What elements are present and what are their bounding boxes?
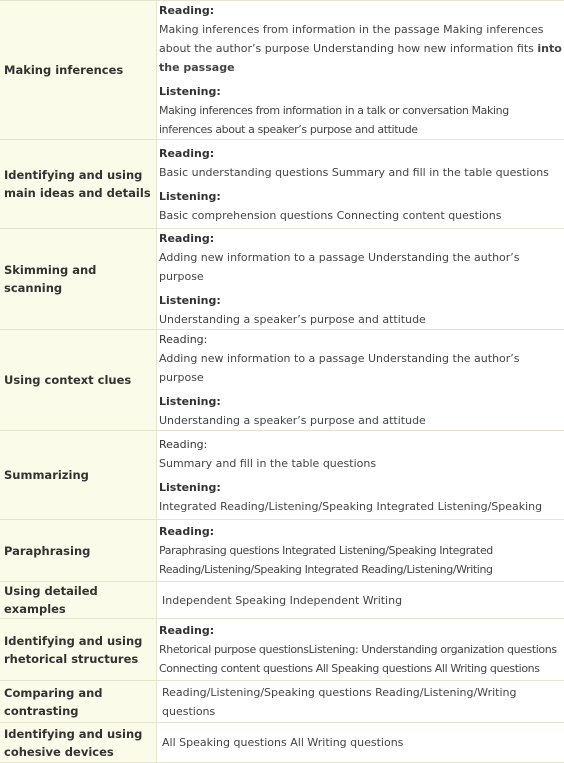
section-text: Understanding a speaker’s purpose and attitude xyxy=(159,411,564,430)
section-label-listening: Listening: xyxy=(159,190,221,203)
question-types-text: Independent Speaking Independent Writing xyxy=(162,594,402,607)
table-row xyxy=(0,619,564,681)
section-label-reading: Reading: xyxy=(159,438,207,451)
section-label-reading: Reading: xyxy=(159,525,214,538)
section-label-listening: Listening: xyxy=(159,395,221,408)
skill-cell xyxy=(0,330,157,431)
skill-name: Identifying and using rhetorical structures xyxy=(4,634,142,666)
table-row xyxy=(0,140,564,229)
table-row xyxy=(0,681,564,723)
section-text: Making inferences from information in a talk or conversation Making inferences about a speaker’s purpose and attitude xyxy=(159,101,564,139)
skill-name: Using context clues xyxy=(4,373,131,387)
table-row xyxy=(0,582,564,619)
section-text: Paraphrasing questions Integrated Listening/Speaking Integrated Reading/Listening/Speaking Integrated Reading/Listening/Writing xyxy=(159,541,564,579)
section-label-listening: Listening: xyxy=(159,481,221,494)
section-text: Rhetorical purpose questionsListening: Understanding organization questions Connecting content questions All Speaking questions All Writing questions xyxy=(159,640,564,678)
question-types-cell xyxy=(157,140,564,229)
skill-name: Comparing and contrasting xyxy=(4,686,103,718)
section-label-reading: Reading: xyxy=(159,333,207,346)
section-text: Understanding a speaker’s purpose and attitude xyxy=(159,310,564,329)
table-row xyxy=(0,330,564,431)
skill-name: Skimming and scanning xyxy=(4,263,96,295)
skill-cell xyxy=(0,723,157,763)
section-text: Summary and fill in the table questions xyxy=(159,454,564,473)
skill-name: Summarizing xyxy=(4,468,89,482)
table-row xyxy=(0,229,564,330)
skill-cell xyxy=(0,681,157,723)
section-label-reading: Reading: xyxy=(159,624,214,637)
section-text: Adding new information to a passage Understanding the author’s purpose xyxy=(159,349,564,387)
skill-name: Paraphrasing xyxy=(4,544,90,558)
skill-name: Identifying and using main ideas and details xyxy=(4,168,151,200)
skill-name: Using detailed examples xyxy=(4,584,98,616)
skill-cell xyxy=(0,1,157,140)
question-types-text: All Speaking questions All Writing questions xyxy=(162,736,403,749)
skill-cell xyxy=(0,619,157,681)
table-row xyxy=(0,431,564,520)
skill-cell xyxy=(0,229,157,330)
question-types-cell xyxy=(157,582,564,619)
question-types-cell xyxy=(157,619,564,681)
question-types-cell xyxy=(157,229,564,330)
section-text: Basic understanding questions Summary and fill in the table questions xyxy=(159,163,564,182)
skill-name: Identifying and using cohesive devices xyxy=(4,727,142,759)
section-label-reading: Reading: xyxy=(159,4,214,17)
skill-cell xyxy=(0,431,157,520)
section-text: Making inferences from information in the passage Making inferences about the author’s purpose Understanding how new information fits into the passage xyxy=(159,20,564,77)
section-label-reading: Reading: xyxy=(159,147,214,160)
skill-cell xyxy=(0,140,157,229)
section-label-reading: Reading: xyxy=(159,232,214,245)
question-types-cell xyxy=(157,1,564,140)
table-row xyxy=(0,520,564,582)
question-types-cell xyxy=(157,681,564,723)
section-text: Basic comprehension questions Connecting content questions xyxy=(159,206,564,225)
question-types-cell xyxy=(157,431,564,520)
table-row xyxy=(0,723,564,763)
table-row xyxy=(0,1,564,140)
section-text: Integrated Reading/Listening/Speaking Integrated Listening/Speaking xyxy=(159,497,564,516)
section-label-listening: Listening: xyxy=(159,85,221,98)
skill-cell xyxy=(0,520,157,582)
skill-cell xyxy=(0,582,157,619)
question-types-text: Reading/Listening/Speaking questions Reading/Listening/Writing questions xyxy=(162,686,516,718)
question-types-cell xyxy=(157,330,564,431)
skill-name: Making inferences xyxy=(4,63,123,77)
section-label-listening: Listening: xyxy=(159,294,221,307)
question-types-cell xyxy=(157,520,564,582)
emphasized-text: into the passage xyxy=(159,42,562,74)
question-types-cell xyxy=(157,723,564,763)
section-text: Adding new information to a passage Understanding the author’s purpose xyxy=(159,248,564,286)
